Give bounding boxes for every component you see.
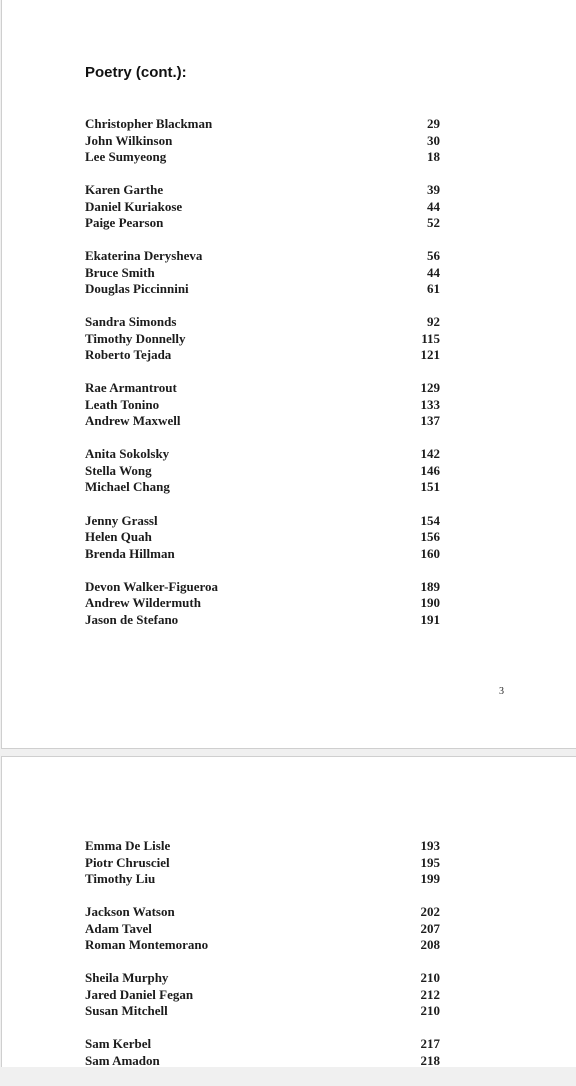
page-ref: 199: [420, 871, 440, 886]
toc-entry: [85, 149, 440, 166]
author-name: Helen Quah: [85, 529, 152, 545]
toc-group: [85, 579, 440, 629]
toc-entry: [85, 987, 440, 1004]
page-ref: 146: [420, 462, 440, 478]
page-ref: 142: [420, 446, 440, 462]
author-name: Brenda Hillman: [85, 545, 175, 561]
page-ref: 195: [420, 854, 440, 870]
toc-entry: [85, 133, 440, 150]
author-name: Devon Walker-Figueroa: [85, 578, 219, 594]
section-heading: Poetry (cont.):: [85, 64, 187, 81]
author-name: Roberto Tejada: [85, 347, 172, 363]
toc-entry: [85, 331, 440, 348]
toc-entry: [85, 529, 440, 546]
toc-group: [85, 116, 440, 166]
toc-list: [85, 116, 440, 645]
toc-group: [85, 314, 440, 364]
author-name: Bruce Smith: [85, 264, 155, 280]
toc-group: [85, 970, 440, 1020]
author-name: Rae Armantrout: [85, 380, 177, 396]
toc-entry: [85, 838, 440, 855]
toc-entry: [85, 116, 440, 133]
author-name: Stella Wong: [85, 462, 152, 478]
author-name: John Wilkinson: [85, 132, 173, 148]
page-ref: 207: [420, 920, 440, 936]
page-ref: 202: [420, 904, 440, 920]
toc-entry: [85, 855, 440, 872]
document-page-1: [1, 0, 576, 749]
page-ref: 44: [427, 264, 440, 280]
page-ref: 210: [420, 1003, 440, 1019]
toc-group: [85, 513, 440, 563]
page-ref: 208: [420, 937, 440, 953]
page-ref: 190: [420, 595, 440, 611]
toc-group: [85, 838, 440, 888]
page-ref: 137: [420, 413, 440, 429]
toc-entry: [85, 513, 440, 530]
author-name: Sam Kerbel: [85, 1036, 152, 1052]
toc-list: [85, 838, 440, 1086]
page-ref: 133: [420, 396, 440, 412]
author-name: Andrew Wildermuth: [85, 595, 201, 611]
page-ref: 151: [420, 479, 440, 495]
author-name: Lee Sumyeong: [85, 149, 167, 164]
author-name: Anita Sokolsky: [85, 446, 170, 462]
toc-entry: [85, 612, 440, 629]
author-name: Sheila Murphy: [85, 970, 169, 986]
page-ref: 156: [420, 529, 440, 545]
toc-entry: [85, 265, 440, 282]
document-page-2: [1, 756, 576, 1067]
toc-entry: [85, 937, 440, 954]
toc-entry: [85, 347, 440, 364]
author-name: Douglas Piccinnini: [85, 281, 189, 297]
author-name: Paige Pearson: [85, 215, 164, 231]
page-ref: 191: [420, 611, 440, 627]
author-name: Jason de Stefano: [85, 611, 179, 627]
toc-group: [85, 182, 440, 232]
author-name: Roman Montemorano: [85, 937, 209, 953]
author-name: Emma De Lisle: [85, 838, 171, 853]
page-ref: 44: [427, 198, 440, 214]
author-name: Karen Garthe: [85, 182, 164, 198]
toc-entry: [85, 397, 440, 414]
toc-entry: [85, 446, 440, 463]
toc-entry: [85, 215, 440, 232]
toc-entry: [85, 248, 440, 265]
page-ref: 56: [427, 248, 440, 264]
toc-entry: [85, 871, 440, 888]
page-ref: 160: [420, 545, 440, 561]
page-ref: 29: [427, 116, 440, 131]
toc-entry: [85, 1003, 440, 1020]
toc-entry: [85, 546, 440, 563]
page-ref: 129: [420, 380, 440, 396]
author-name: Christopher Blackman: [85, 116, 213, 131]
page-ref: 121: [420, 347, 440, 363]
toc-entry: [85, 281, 440, 298]
page-ref: 212: [420, 986, 440, 1002]
toc-entry: [85, 380, 440, 397]
toc-entry: [85, 479, 440, 496]
author-name: Ekaterina Derysheva: [85, 248, 203, 264]
author-name: Andrew Maxwell: [85, 413, 181, 429]
author-name: Leath Tonino: [85, 396, 160, 412]
page-number: 3: [499, 686, 504, 697]
toc-entry: [85, 463, 440, 480]
page-ref: 52: [427, 215, 440, 231]
toc-group: [85, 446, 440, 496]
page-ref: 92: [427, 314, 440, 330]
author-name: Susan Mitchell: [85, 1003, 168, 1019]
page-ref: 61: [427, 281, 440, 297]
author-name: Jared Daniel Fegan: [85, 986, 194, 1002]
page-ref: 39: [427, 182, 440, 198]
page-ref: 189: [420, 578, 440, 594]
toc-entry: [85, 921, 440, 938]
toc-entry: [85, 182, 440, 199]
page-ref: 210: [420, 970, 440, 986]
toc-entry: [85, 1036, 440, 1053]
toc-entry: [85, 413, 440, 430]
author-name: Jenny Grassl: [85, 512, 158, 528]
page-ref: 193: [420, 838, 440, 853]
page-ref: 218: [420, 1052, 440, 1068]
author-name: Jackson Watson: [85, 904, 175, 920]
toc-group: [85, 1036, 440, 1069]
author-name: Daniel Kuriakose: [85, 198, 183, 214]
author-name: Sandra Simonds: [85, 314, 177, 330]
author-name: Timothy Donnelly: [85, 330, 186, 346]
toc-group: [85, 904, 440, 954]
page-ref: 30: [427, 132, 440, 148]
toc-entry: [85, 314, 440, 331]
author-name: Michael Chang: [85, 479, 170, 495]
author-name: Adam Tavel: [85, 920, 152, 936]
author-name: Piotr Chrusciel: [85, 854, 170, 870]
page-ref: 18: [427, 149, 440, 164]
toc-group: [85, 248, 440, 298]
toc-entry: [85, 199, 440, 216]
toc-group: [85, 380, 440, 430]
page-ref: 217: [420, 1036, 440, 1052]
toc-entry: [85, 904, 440, 921]
page-ref: 154: [420, 512, 440, 528]
toc-entry: [85, 595, 440, 612]
page-ref: 115: [421, 330, 440, 346]
author-name: Timothy Liu: [85, 871, 156, 886]
toc-entry: [85, 579, 440, 596]
toc-entry: [85, 970, 440, 987]
author-name: Sam Amadon: [85, 1052, 160, 1068]
